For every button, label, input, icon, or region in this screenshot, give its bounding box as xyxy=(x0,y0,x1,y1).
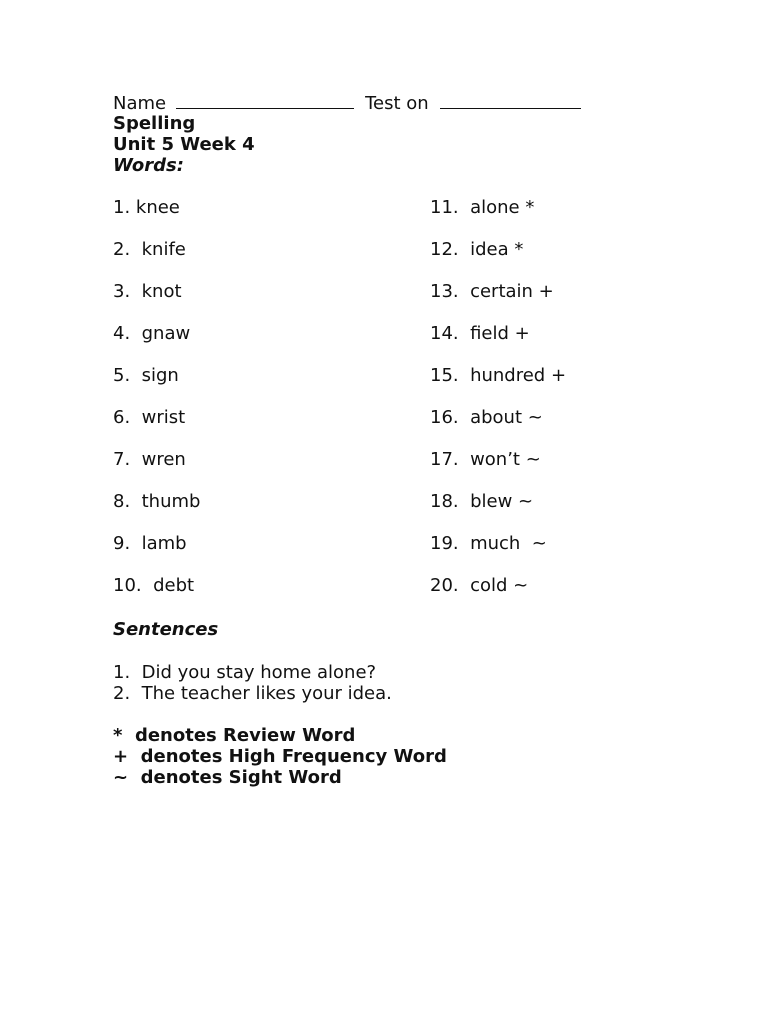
word-item: 13. certain + xyxy=(430,281,554,302)
legend-high-frequency-word: + denotes High Frequency Word xyxy=(113,746,447,767)
word-item: 7. wren xyxy=(113,449,186,470)
test-on-label: Test on xyxy=(365,93,429,114)
word-row xyxy=(113,407,733,428)
unit-week-title: Unit 5 Week 4 xyxy=(113,134,255,155)
word-row xyxy=(113,281,733,302)
word-item: 8. thumb xyxy=(113,491,201,512)
name-blank xyxy=(176,92,354,109)
words-heading: Words: xyxy=(113,155,184,176)
legend-review-word: * denotes Review Word xyxy=(113,725,356,746)
word-item: 17. won’t ~ xyxy=(430,449,541,470)
word-item: 14. field + xyxy=(430,323,530,344)
legend-sight-word: ~ denotes Sight Word xyxy=(113,767,342,788)
word-item: 19. much ~ xyxy=(430,533,547,554)
word-item: 1. knee xyxy=(113,197,180,218)
word-row xyxy=(113,239,733,260)
word-list xyxy=(113,197,733,597)
word-row xyxy=(113,575,733,596)
word-item: 20. cold ~ xyxy=(430,575,529,596)
word-row xyxy=(113,533,733,554)
word-item: 2. knife xyxy=(113,239,186,260)
word-row xyxy=(113,365,733,386)
test-date-blank xyxy=(440,92,581,109)
word-row xyxy=(113,449,733,470)
name-label: Name xyxy=(113,93,167,114)
worksheet xyxy=(113,92,733,788)
word-item: 5. sign xyxy=(113,365,179,386)
word-item: 18. blew ~ xyxy=(430,491,534,512)
word-item: 11. alone * xyxy=(430,197,535,218)
word-item: 6. wrist xyxy=(113,407,186,428)
word-item: 15. hundred + xyxy=(430,365,567,386)
word-item: 10. debt xyxy=(113,575,195,596)
header-name-test-line xyxy=(113,92,733,113)
word-row xyxy=(113,491,733,512)
subject-title: Spelling xyxy=(113,113,196,134)
word-item: 16. about ~ xyxy=(430,407,543,428)
word-item: 12. idea * xyxy=(430,239,524,260)
word-item: 4. gnaw xyxy=(113,323,191,344)
sentence-list xyxy=(113,662,392,704)
sentence-item: 2. The teacher likes your idea. xyxy=(113,683,392,704)
legend xyxy=(113,725,447,788)
word-item: 3. knot xyxy=(113,281,182,302)
sentence-item: 1. Did you stay home alone? xyxy=(113,662,377,683)
word-row xyxy=(113,197,733,218)
sentences-heading: Sentences xyxy=(113,619,219,640)
word-row xyxy=(113,323,733,344)
word-item: 9. lamb xyxy=(113,533,187,554)
